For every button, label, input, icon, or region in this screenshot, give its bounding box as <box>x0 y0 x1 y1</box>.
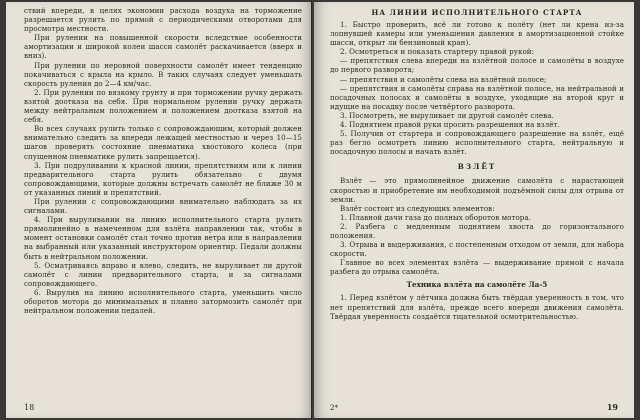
paragraph: — препятствия и самолёты справа на взлётной полосе, на нейтральной и посадочных полосах и самолёты в воздухе, уходящие на второй круг и идущие на посадку после четвёртого разворота. <box>330 83 624 111</box>
page-number-right: 19 <box>606 402 618 412</box>
paragraph: При рулении с сопровождающими внимательно наблюдать за их сигналами. <box>24 196 302 216</box>
heading-executive-start: НА ЛИНИИ ИСПОЛНИТЕЛЬНОГО СТАРТА <box>371 8 583 17</box>
paragraph: 1. Плавной дачи газа до полных оборотов мотора. <box>340 212 531 222</box>
paragraph: ствий впереди, в целях экономии расхода воздуха на торможение разрешается рулить по прямой с периодическими отворотами для просмотра местности. <box>24 6 302 34</box>
heading-takeoff: ВЗЛЁТ <box>457 162 497 172</box>
paragraph: 6. Вырулив на линию исполнительного старта, уменьшить число оборотов мотора до минимальных и плавно затормозить самолёт при нейтральном положении педалей. <box>24 287 302 316</box>
paragraph: Во всех случаях рулить только с сопровождающим, который должен внимательно следить за впереди лежащей местностью и через 10—15 шагов проверять состояние пневматика хвостового колеса (при спущенном пневматике рулить запрещается). <box>24 124 302 161</box>
signature-mark: 2* <box>330 404 338 412</box>
paragraph: 3. Отрыва и выдерживания, с постепенным отходом от земли, для набора скорости. <box>330 240 624 259</box>
paragraph: Главное во всех элементах взлёта — выдерживание прямой с начала разбега до отрыва самолёта. <box>330 258 624 277</box>
heading-takeoff-technique: Техника взлёта на самолёте Ла-5 <box>406 280 548 290</box>
paragraph: 3. Посмотреть, не выруливает ли другой самолёт слева. <box>340 110 554 120</box>
start-section-body <box>330 20 624 156</box>
right-page <box>314 2 634 418</box>
paragraph: — препятствия слева впереди на взлётной полосе и самолёты в воздухе до первого разворота; <box>330 56 624 75</box>
paragraph: При рулении по неровной поверхности самолёт имеет тенденцию покачиваться с крыла на крыло. В таких случаях следует уменьшать скорость руления до 2—4 км/час. <box>24 60 302 88</box>
paragraph: 5. Осматриваясь вправо и влево, следить, не выруливает ли другой самолёт с линии предварительного старта, и за сигналами сопровождающего. <box>24 260 302 288</box>
paragraph: 3. При подруливании к красной линии, препятствиям или к линии предварительного старта рулить обязательно с двумя сопровождающими, которые должны встречать самолёт не ближе 30 м от указанных линий и препятствий. <box>24 160 302 197</box>
technique-section-body <box>330 293 624 320</box>
paragraph: 2. Разбега с медленным поднятием хвоста до горизонтального положения. <box>330 221 624 240</box>
paragraph: 2. Осмотреться и показать стартеру правой рукой: <box>340 47 534 57</box>
paragraph: — препятствия и самолёты слева на взлётной полосе; <box>340 74 547 84</box>
paragraph: 2. При рулении по вязкому грунту и при торможении ручку держать взятой доотказа на себя. При нормальном рулении ручку держать между нейтральным положением и положением доотказа взятой на себя. <box>24 87 302 125</box>
left-page-body <box>24 6 302 315</box>
paragraph: 4. При выруливании на линию исполнительного старта рулить прямолинейно в намеченном для взлёта направлении так, чтобы в момент остановки самолёт стал точно против ветра или в направлении на выбранный или указанный инструктором ориентир. Педали должны быть в нейтральном положении. <box>24 215 302 261</box>
left-page <box>6 2 312 418</box>
paragraph: Взлёт состоит из следующих элементов: <box>340 203 495 213</box>
page-number-left: 18 <box>24 403 35 412</box>
paragraph: 1. Перед взлётом у лётчика должна быть твёрдая уверенность в том, что нет препятствий для взлёта, прежде всего впереди движения самолёта. Твёрдая уверенность создаётся тщательной осмотрительностью. <box>330 293 624 321</box>
paragraph: При рулении на повышенной скорости вследствие особенности амортизации и широкой колеи шасси самолёт раскачивается (вверх и вниз). <box>24 33 302 61</box>
paragraph: 4. Поднятием правой руки просить разрешения на взлёт. <box>340 120 560 130</box>
paragraph: 5. Получив от стартера и сопровождающего разрешение на взлёт, ещё раз бегло осмотреть линию исполнительного старта, нейтральную и посадочную полосы и начать взлёт. <box>330 129 624 157</box>
takeoff-section-body <box>330 176 624 276</box>
paragraph: 1. Быстро проверить, всё ли готово к полёту (нет ли крена из-за лопнувшей камеры или уменьшения давления в амортизационной стойке шасси, открыт ли бензиновый кран). <box>330 20 624 48</box>
paragraph: Взлёт — это прямолинейное движение самолёта с нарастающей скоростью и приобретение им необходимой подъёмной силы для отрыва от земли. <box>330 176 624 204</box>
